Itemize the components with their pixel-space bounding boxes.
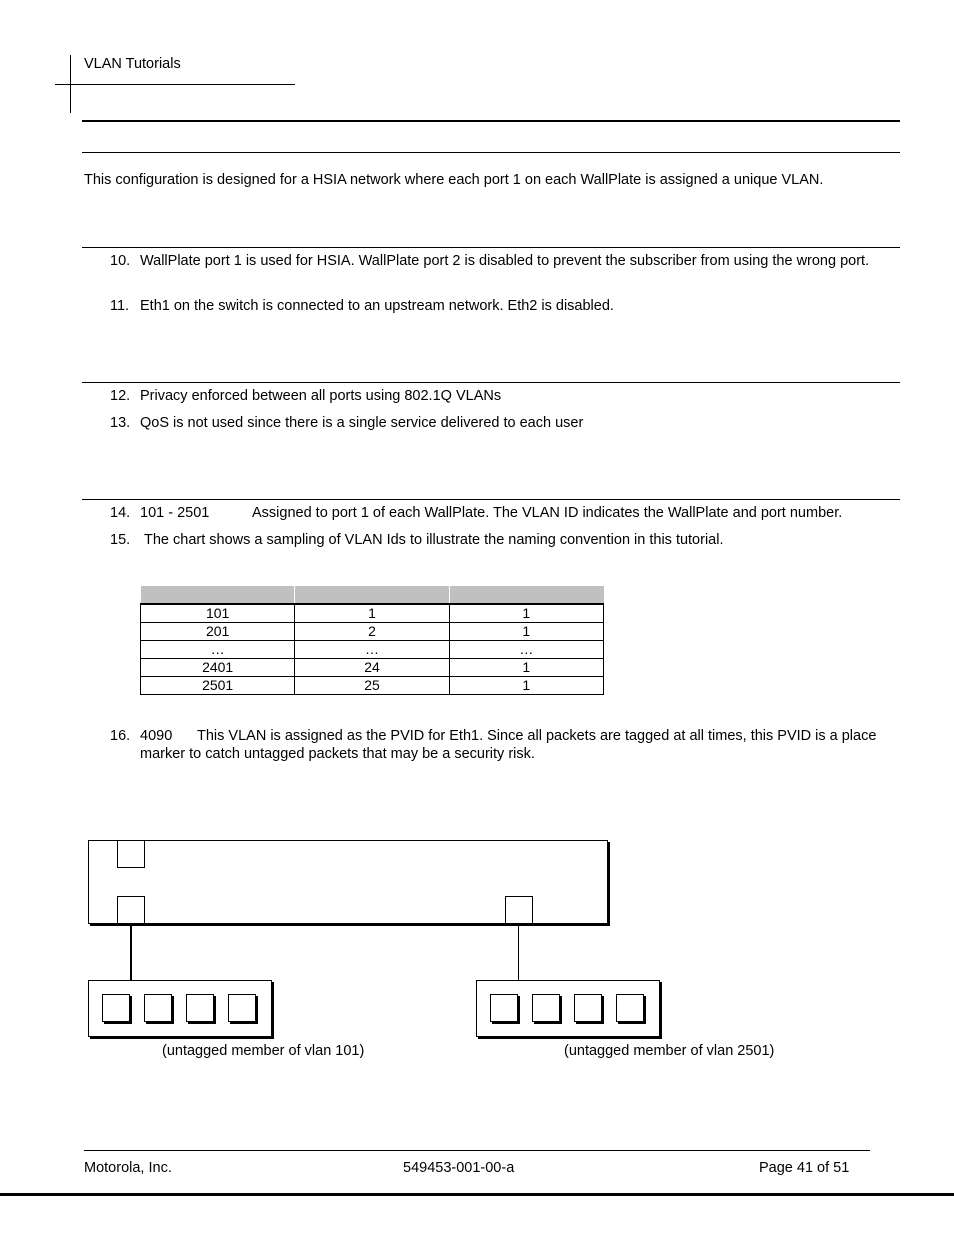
section-rule [82, 247, 900, 248]
intro-paragraph: This configuration is designed for a HSIA network where each port 1 on each WallPlate is assigned a unique VLAN. [84, 172, 824, 188]
footer-page-number: Page 41 of 51 [759, 1160, 850, 1176]
header-title: VLAN Tutorials [84, 56, 181, 72]
table-row: … … … [141, 641, 604, 659]
wallplate-port [144, 994, 172, 1022]
table-row: 101 1 1 [141, 604, 604, 623]
wallplate-port [574, 994, 602, 1022]
section-rule [82, 120, 900, 122]
caption-left: (untagged member of vlan 101) [162, 1043, 365, 1059]
table-row: 2401 24 1 [141, 659, 604, 677]
wallplate-port [532, 994, 560, 1022]
switch-port-eth-left [117, 896, 145, 924]
table-header-cell [449, 586, 603, 604]
section-rule [82, 152, 900, 153]
table-row: 201 2 1 [141, 623, 604, 641]
crop-mark-horizontal [55, 84, 295, 85]
table-row: 2501 25 1 [141, 677, 604, 695]
table-header-cell [141, 586, 295, 604]
page-bottom-rule [0, 1193, 954, 1196]
wallplate-port [490, 994, 518, 1022]
footer-rule [84, 1150, 870, 1151]
section-rule [82, 499, 900, 500]
pvid-code: 4090 [140, 728, 173, 744]
section-rule [82, 382, 900, 383]
wallplate-port [228, 994, 256, 1022]
table-header-cell [295, 586, 449, 604]
vlan-table [140, 586, 604, 695]
vlan-range-code: 101 - 2501 [140, 505, 210, 521]
table-header-row [141, 586, 604, 604]
caption-right: (untagged member of vlan 2501) [564, 1043, 775, 1059]
wallplate-port [186, 994, 214, 1022]
wallplate-port [102, 994, 130, 1022]
wallplate-port [616, 994, 644, 1022]
footer-doc-number: 549453-001-00-a [403, 1160, 515, 1176]
link-line-right [518, 923, 519, 981]
footer-company: Motorola, Inc. [84, 1160, 172, 1176]
switch-port-eth-right [505, 896, 533, 924]
switch-port-top [117, 840, 145, 868]
link-line-left [130, 923, 132, 981]
